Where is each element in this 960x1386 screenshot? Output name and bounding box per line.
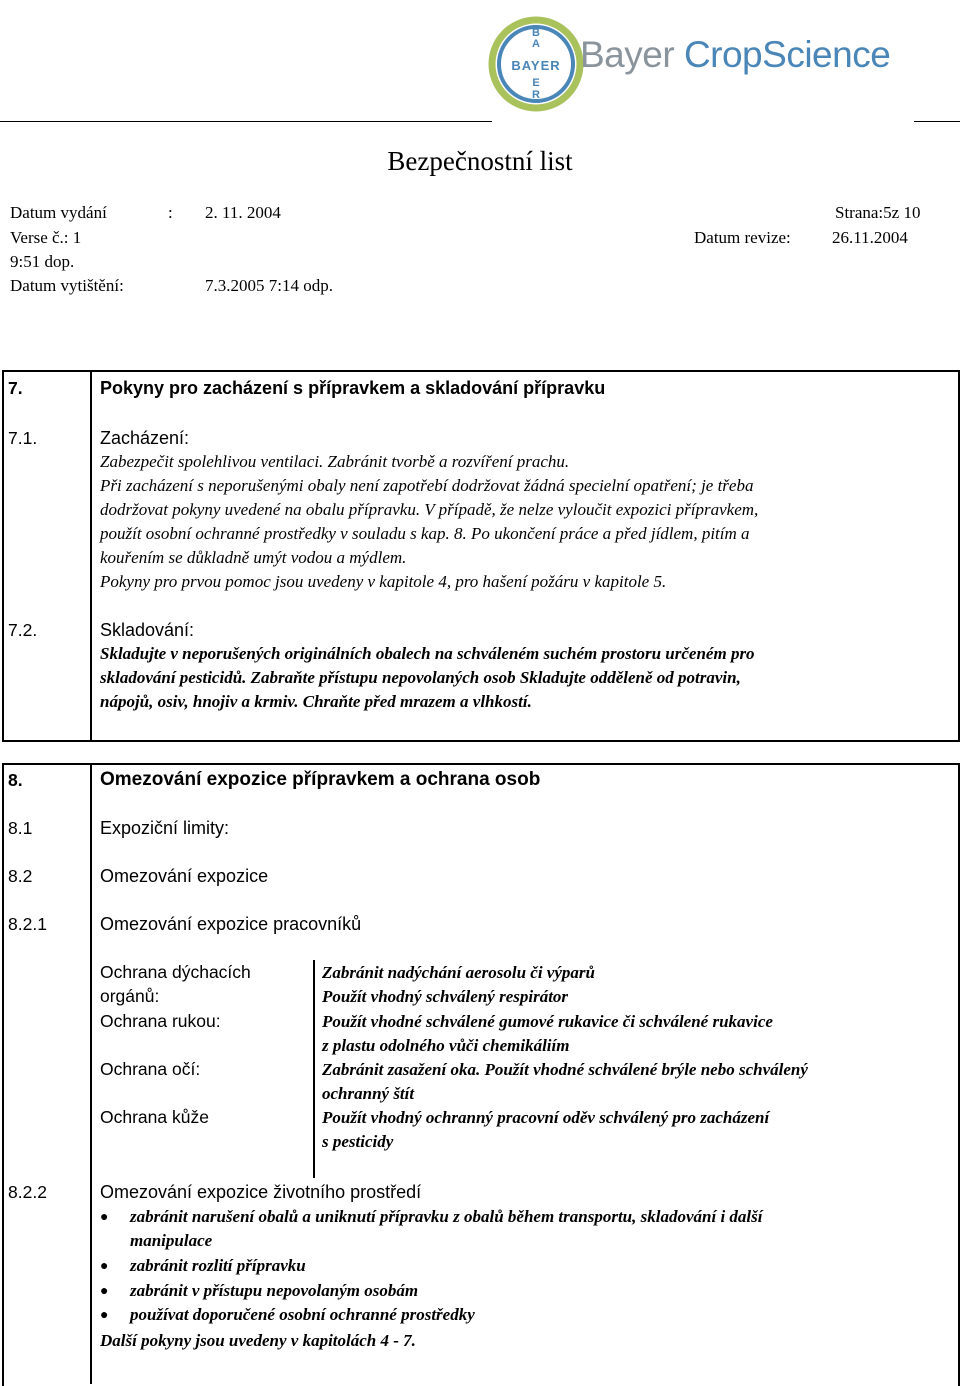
issue-date-value: 2. 11. 2004	[205, 203, 281, 222]
section-8-number: 8.	[8, 770, 23, 790]
env-bullet-1-cont: manipulace	[130, 1231, 213, 1250]
bayer-cross-logo	[486, 14, 586, 114]
env-bullet-1: zabránit narušení obalů a uniknutí přípravku z obalů během transportu, skladování i další	[130, 1207, 763, 1226]
protection-value-7: Použít vhodný ochranný pracovní oděv schválený pro zacházení	[322, 1108, 770, 1127]
brand-name-bayer: Bayer	[580, 34, 684, 75]
version: Verse č.: 1	[10, 228, 82, 247]
hand-protection-label: Ochrana rukou:	[100, 1011, 221, 1031]
protection-value-5: Zabránit zasažení oka. Použít vhodné schválené brýle nebo schválený	[322, 1060, 808, 1079]
handling-line-1: Zabezpečit spolehlivou ventilaci. Zabránit tvorbě a rozvíření prachu.	[100, 452, 570, 471]
svg-text:BAYER: BAYER	[511, 58, 561, 73]
revision-date-label: Datum revize:	[694, 228, 791, 247]
subsection-7-2-number: 7.2.	[8, 620, 38, 640]
subsection-8-1-title: Expoziční limity:	[100, 818, 230, 838]
subsection-8-1-number: 8.1	[8, 818, 33, 838]
bullet-icon: ●	[100, 1284, 109, 1299]
subsection-7-1-title: Zacházení:	[100, 428, 190, 448]
protection-value-1: Zabránit nadýchání aerosolu či výparů	[322, 963, 595, 982]
env-bullet-4: používat doporučené osobní ochranné prostředky	[130, 1305, 475, 1324]
handling-line-6: Pokyny pro prvou pomoc jsou uvedeny v kapitole 4, pro hašení požáru v kapitole 5.	[100, 572, 667, 591]
svg-text:R: R	[532, 89, 540, 101]
storage-line-3: nápojů, osiv, hnojiv a krmiv. Chraňte před mrazem a vlhkostí.	[100, 692, 532, 711]
handling-line-2: Při zacházení s neporušenými obaly není zapotřebí dodržovat žádná specielní opatření; je třeba	[100, 476, 754, 495]
eye-protection-label: Ochrana očí:	[100, 1059, 201, 1079]
issue-date-label: Datum vydání	[10, 203, 107, 222]
protection-table-divider	[313, 960, 315, 1178]
document-title: Bezpečnostní list	[387, 146, 573, 176]
protection-value-8: s pesticidy	[322, 1132, 394, 1151]
page-number: Strana:5z 10	[835, 203, 921, 222]
bullet-icon: ●	[100, 1210, 109, 1225]
respiratory-protection-label: Ochrana dýchacích	[100, 962, 251, 982]
header-rule-right	[914, 121, 960, 122]
subsection-7-2-title: Skladování:	[100, 620, 195, 640]
subsection-8-2-2-title: Omezování expozice životního prostředí	[100, 1182, 422, 1202]
subsection-8-2-number: 8.2	[8, 866, 33, 886]
respiratory-protection-label-cont: orgánů:	[100, 986, 160, 1006]
handling-line-5: kouřením se důkladně umýt vodou a mýdlem.	[100, 548, 407, 567]
env-bullet-2: zabránit rozlití přípravku	[130, 1256, 306, 1275]
svg-text:E: E	[532, 77, 540, 89]
storage-line-2: skladování pesticidů. Zabraňte přístupu nepovolaných osob Skladujte odděleně od potravin,	[100, 668, 741, 687]
brand-name-cropscience: CropScience	[683, 34, 891, 75]
handling-line-3: dodržovat pokyny uvedené na obalu přípravku. V případě, že nelze vyloučit expozici přípravkem,	[100, 500, 759, 519]
svg-text:A: A	[532, 38, 540, 50]
issue-date-colon: :	[168, 203, 173, 222]
section-7-title: Pokyny pro zacházení s přípravkem a skladování přípravku	[100, 378, 606, 398]
subsection-8-2-1-number: 8.2.1	[8, 914, 47, 934]
header-rule-left	[0, 121, 492, 122]
skin-protection-label: Ochrana kůže	[100, 1107, 209, 1127]
bullet-icon: ●	[100, 1308, 109, 1323]
section-7-divider	[90, 372, 92, 740]
protection-value-3: Použít vhodné schválené gumové rukavice či schválené rukavice	[322, 1012, 773, 1031]
section-8-divider	[90, 765, 92, 1384]
brand-name	[580, 34, 890, 76]
section-8-title: Omezování expozice přípravkem a ochrana osob	[100, 769, 541, 790]
subsection-8-2-2-number: 8.2.2	[8, 1182, 47, 1202]
svg-text:B: B	[532, 27, 540, 39]
subsection-7-1-number: 7.1.	[8, 428, 38, 448]
protection-value-6: ochranný štít	[322, 1084, 415, 1103]
print-date-label: Datum vytištění:	[10, 276, 124, 295]
storage-line-1: Skladujte v neporušených originálních obalech na schváleném suchém prostoru určeném pro	[100, 644, 755, 663]
further-instructions-note: Další pokyny jsou uvedeny v kapitolách 4 - 7.	[100, 1331, 416, 1350]
revision-date-value: 26.11.2004	[832, 228, 908, 247]
subsection-8-2-1-title: Omezování expozice pracovníků	[100, 914, 362, 934]
handling-line-4: použít osobní ochranné prostředky v souladu s kap. 8. Po ukončení práce a před jídlem, pitím a	[100, 524, 750, 543]
env-bullet-3: zabránit v přístupu nepovolaným osobám	[130, 1281, 419, 1300]
section-7-number: 7.	[8, 378, 23, 398]
protection-value-2: Použít vhodný schválený respirátor	[322, 987, 569, 1006]
revision-time: 9:51 dop.	[10, 252, 75, 271]
protection-value-4: z plastu odolného vůči chemikáliím	[322, 1036, 570, 1055]
subsection-8-2-title: Omezování expozice	[100, 866, 269, 886]
print-date-value: 7.3.2005 7:14 odp.	[205, 276, 333, 295]
bullet-icon: ●	[100, 1259, 109, 1274]
